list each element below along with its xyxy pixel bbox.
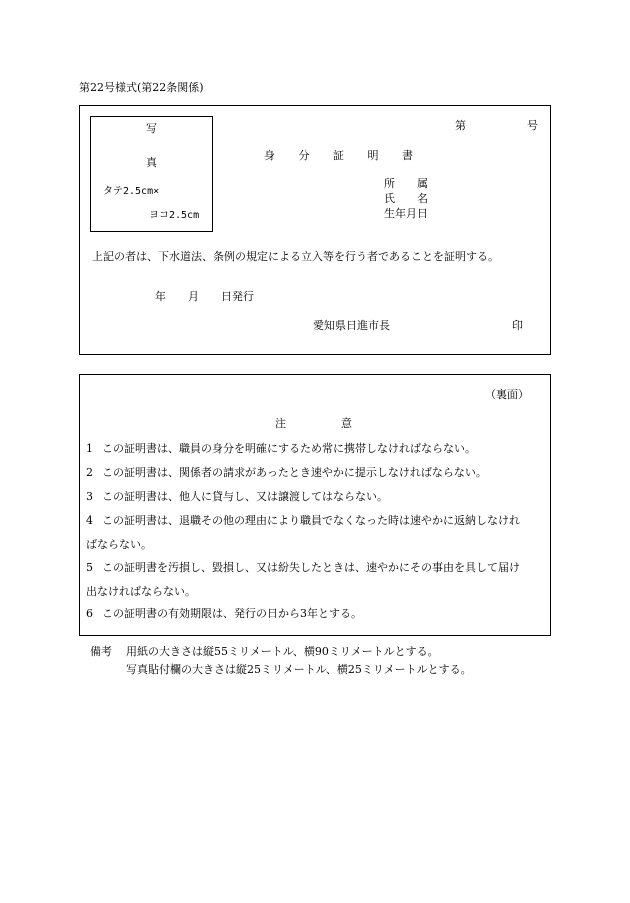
notice-item-5-number: 5: [86, 561, 93, 574]
notice-item-4-text: この証明書は、退職その他の理由により職員でなくなった時は速やかに返納しなけれ: [102, 514, 520, 527]
card-front: [79, 105, 551, 355]
photo-label-char1: 写: [146, 122, 157, 135]
notice-item-1-text: この証明書は、職員の身分を明確にするため常に携帯しなければならない。: [102, 442, 476, 455]
notice-item-3-text: この証明書は、他人に貸与し、又は譲渡してはならない。: [102, 490, 388, 503]
notice-item-1-number: 1: [86, 442, 93, 455]
back-label: （裏面）: [485, 388, 529, 401]
notice-item-5-continuation: 出なければならない。: [86, 585, 196, 598]
notice-item-2-number: 2: [86, 466, 93, 479]
photo-size-horizontal: ヨコ2.5cm: [149, 210, 200, 221]
affiliation-label: 所 属: [384, 177, 428, 190]
name-label: 氏 名: [384, 192, 428, 205]
number-suffix: 号: [527, 119, 538, 132]
card-back: [79, 374, 551, 636]
seal-mark: 印: [512, 319, 523, 332]
notice-item-6-number: 6: [86, 607, 93, 620]
remarks-line-1: 用紙の大きさは縦55ミリメートル、横90ミリメートルとする。: [126, 645, 439, 658]
certification-text: 上記の者は、下水道法、条例の規定による立入等を行う者であることを証明する。: [92, 250, 499, 263]
birthdate-label: 生年月日: [384, 207, 428, 220]
form-title: 第22号様式(第22条関係): [79, 81, 204, 94]
notice-title: 注 意: [275, 417, 352, 430]
photo-size-vertical: タテ2.5cm×: [103, 186, 160, 197]
number-prefix: 第: [455, 119, 466, 132]
notice-item-4-number: 4: [86, 514, 93, 527]
notice-item-3-number: 3: [86, 490, 93, 503]
notice-item-5-text: この証明書を汚損し、毀損し、又は紛失したときは、速やかにその事由を具して届け: [102, 561, 520, 574]
notice-item-4-continuation: ばならない。: [86, 538, 152, 551]
issue-date: 年 月 日発行: [155, 290, 254, 303]
photo-box: [90, 116, 213, 232]
notice-item-6-text: この証明書の有効期限は、発行の日から3年とする。: [102, 607, 362, 620]
notice-item-2-text: この証明書は、関係者の請求があったとき速やかに提示しなければならない。: [102, 466, 487, 479]
issuer: 愛知県日進市長: [313, 319, 390, 332]
remarks-label: 備考: [90, 645, 112, 658]
photo-label-char2: 真: [146, 156, 157, 169]
card-title: 身 分 証 明 書: [264, 149, 423, 162]
remarks-line-2: 写真貼付欄の大きさは縦25ミリメートル、横25ミリメートルとする。: [126, 663, 472, 676]
